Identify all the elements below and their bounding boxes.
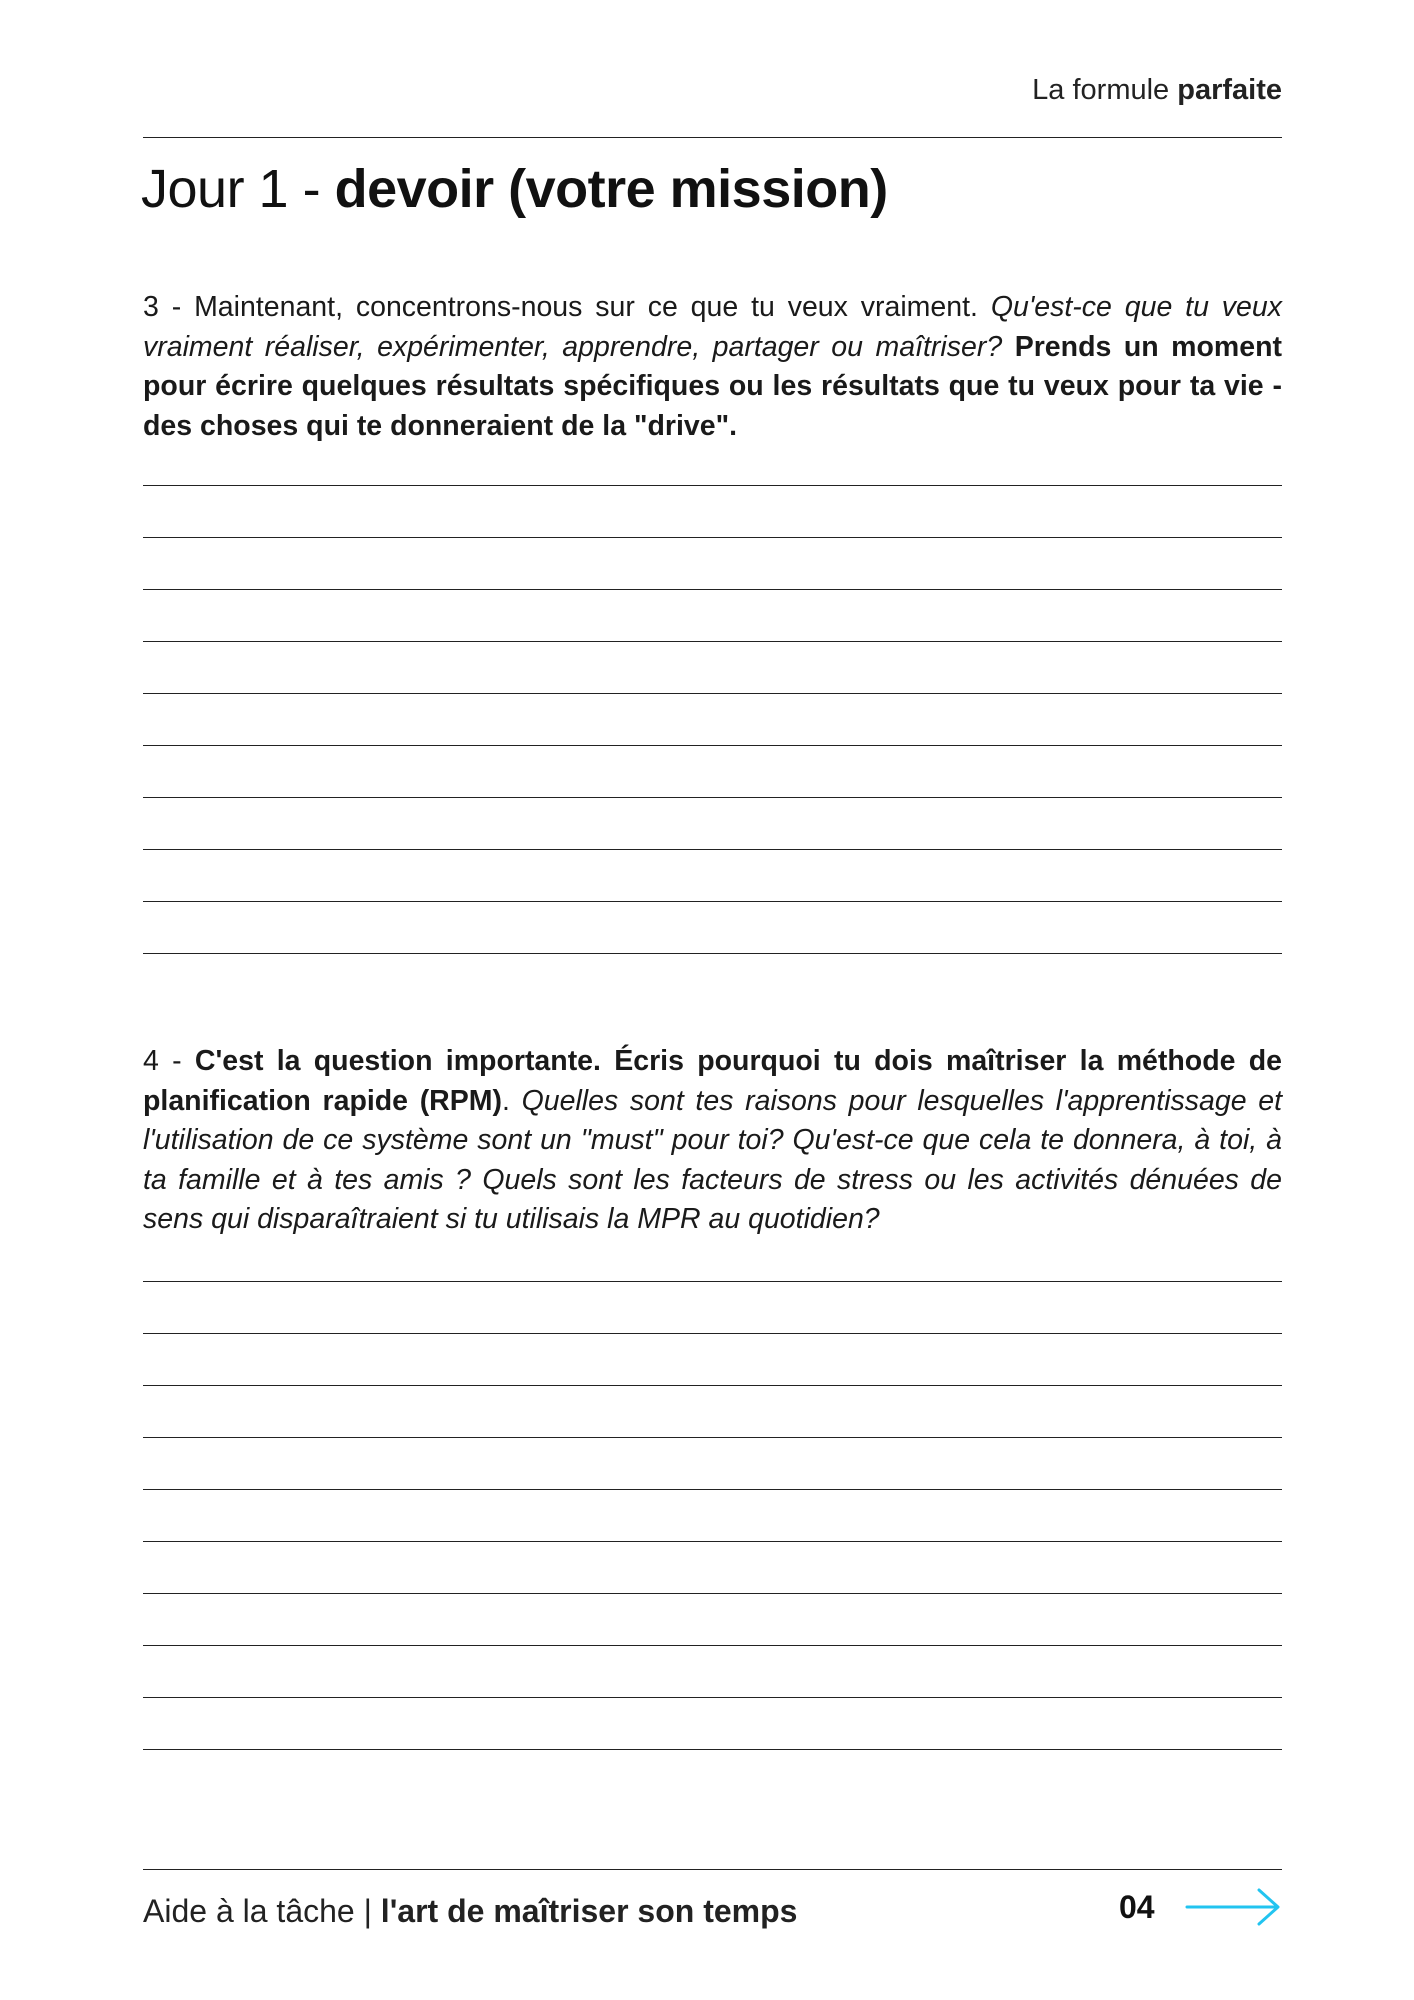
- answer-line[interactable]: [143, 1333, 1282, 1334]
- question-3-bold: Prends un moment pour écrire quelques résultats spécifiques ou les résultats que tu veux pour ta vie - des choses qui te donneraient de la "drive".: [143, 330, 1282, 442]
- answer-line[interactable]: [143, 589, 1282, 590]
- answer-line[interactable]: [143, 1437, 1282, 1438]
- question-3: [143, 288, 1282, 446]
- footer-text-regular: Aide à la tâche |: [143, 1893, 381, 1929]
- answer-line[interactable]: [143, 1697, 1282, 1698]
- page-number: 04: [1119, 1889, 1155, 1925]
- question-4-italic: Quelles sont tes raisons pour lesquelles l'apprentissage et l'utilisation de ce système sont un "must" pour toi? Qu'est-ce que cela te donnera, à toi, à ta famille et à tes amis ? Quels sont les facteurs de stress ou les activités dénuées de sens qui disparaîtraient si tu utilisais la MPR au quotidien?: [143, 1084, 1282, 1235]
- question-4-regular: .: [502, 1084, 522, 1117]
- answer-line[interactable]: [143, 1749, 1282, 1750]
- question-4-number: 4 -: [143, 1045, 195, 1077]
- answer-line[interactable]: [143, 797, 1282, 798]
- footer-divider: [143, 1869, 1282, 1870]
- answer-line[interactable]: [143, 537, 1282, 538]
- answer-line[interactable]: [143, 901, 1282, 902]
- answer-line[interactable]: [143, 693, 1282, 694]
- answer-line[interactable]: [143, 1593, 1282, 1594]
- page-title: [141, 158, 888, 220]
- answer-line[interactable]: [143, 1281, 1282, 1282]
- question-4: [143, 1042, 1282, 1240]
- footer-text-bold: l'art de maîtriser son temps: [380, 1893, 798, 1929]
- header-divider: [143, 137, 1282, 138]
- question-3-number: 3 -: [143, 291, 195, 323]
- answer-line[interactable]: [143, 1489, 1282, 1490]
- answer-line[interactable]: [143, 641, 1282, 642]
- answer-line[interactable]: [143, 1645, 1282, 1646]
- question-3-regular: Maintenant, concentrons-nous sur ce que tu veux vraiment.: [194, 291, 991, 323]
- page-title-prefix: Jour 1 -: [141, 159, 335, 219]
- answer-line[interactable]: [143, 745, 1282, 746]
- question-3-italic: Qu'est-ce que tu veux vraiment réaliser, expérimenter, apprendre, partager ou maîtriser?: [143, 291, 1282, 363]
- header-title: [1032, 74, 1282, 107]
- right-arrow-icon[interactable]: [1185, 1887, 1283, 1927]
- answer-line[interactable]: [143, 1385, 1282, 1386]
- answer-line[interactable]: [143, 953, 1282, 954]
- footer-text: [143, 1893, 797, 1930]
- header-title-regular: La formule: [1032, 74, 1178, 106]
- answer-line[interactable]: [143, 485, 1282, 486]
- header-title-bold: parfaite: [1177, 74, 1282, 106]
- answer-line[interactable]: [143, 1541, 1282, 1542]
- question-4-bold: C'est la question importante. Écris pourquoi tu dois maîtriser la méthode de planification rapide (RPM): [143, 1045, 1282, 1117]
- page-title-main: devoir (votre mission): [334, 159, 888, 219]
- answer-line[interactable]: [143, 849, 1282, 850]
